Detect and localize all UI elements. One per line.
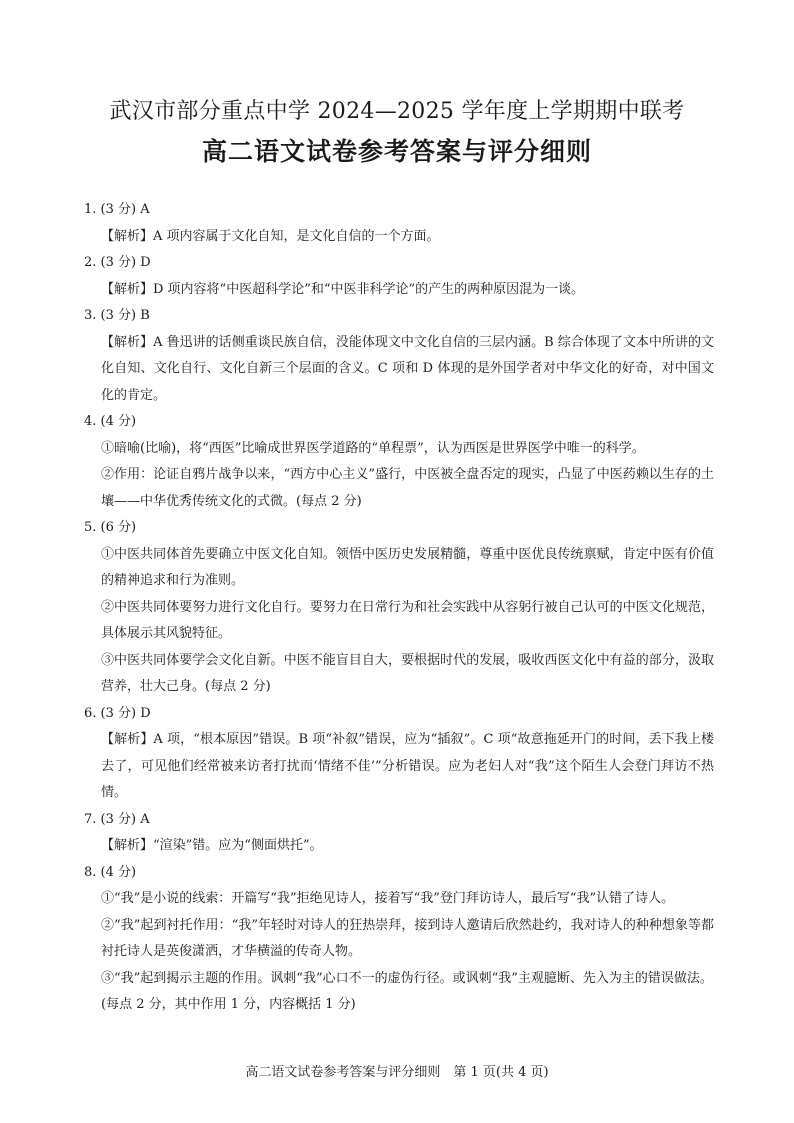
answer-point: ①中医共同体首先要确立中医文化自知。领悟中医历史发展精髓，尊重中医优良传统禀赋，肯定中医有价值的精神追求和行为准则。 <box>101 546 714 588</box>
question-5 <box>84 515 714 701</box>
page-footer: 高二语文试卷参考答案与评分细则 第 1 页(共 4 页) <box>245 1065 549 1080</box>
question-1 <box>84 197 714 250</box>
scoring-note: (每点 2 分，其中作用 1 分，内容概括 1 分) <box>101 997 356 1012</box>
question-header: 5. (6 分) <box>84 520 137 535</box>
question-header: 8. (4 分) <box>84 864 137 880</box>
question-header: 2. (3 分) D <box>84 255 151 270</box>
answer-point: ②中医共同体要努力进行文化自行。要努力在日常行为和社会实践中从容躬行被自己认可的中医文化规范，具体展示其风貌特征。 <box>101 599 714 641</box>
answer-point: ①暗喻(比喻)，将“西医”比喻成世界医学道路的“单程票”，认为西医是世界医学中唯一的科学。 <box>101 440 645 456</box>
analysis-text: 【解析】D 项内容将“中医超科学论”和“中医非科学论”的产生的两种原因混为一谈。 <box>101 281 585 297</box>
question-header: 3. (3 分) B <box>84 308 150 323</box>
analysis-text: 【解析】A 项内容属于文化自知，是文化自信的一个方面。 <box>101 228 440 244</box>
exam-title: 武汉市部分重点中学 2024—2025 学年度上学期期中联考 <box>109 99 685 124</box>
answer-point: ②作用：论证自鸦片战争以来，“西方中心主义”盛行，中医被全盘否定的现实，凸显了中医药赖以生存的土壤——中华优秀传统文化的式微。(每点 2 分) <box>101 467 714 509</box>
question-4 <box>84 409 714 515</box>
question-3 <box>84 303 714 409</box>
question-6 <box>84 701 714 807</box>
answer-point: ②“我”起到衬托作用：“我”年轻时对诗人的狂热崇拜，接到诗人邀请后欣然赴约，我对诗人的种种想象等都衬托诗人是英俊潇洒，才华横溢的传奇人物。 <box>101 917 714 959</box>
question-header: 4. (4 分) <box>84 414 137 429</box>
analysis-text: 【解析】A 鲁迅讲的话侧重谈民族自信，没能体现文中文化自信的三层内涵。B 综合体现了文本中所讲的文化自知、文化自行、文化自新三个层面的含义。C 项和 D 体现的是外国学者对中华文化的好奇，对中国文化的肯定。 <box>101 334 714 403</box>
question-2 <box>84 250 714 303</box>
question-header: 6. (3 分) D <box>84 705 151 721</box>
answer-point: ①“我”是小说的线索：开篇写“我”拒绝见诗人，接着写“我”登门拜访诗人，最后写“我”认错了诗人。 <box>101 891 675 906</box>
analysis-text: 【解析】A 项，“根本原因”错误。B 项“补叙”错误，应为“插叙”。C 项“故意拖延开门的时间，丢下我上楼去了，可见他们经常被来访者打扰而‘情绪不佳’”分析错误。应为老妇人对“我”这个陌生人会登门拜访不热情。 <box>101 732 714 800</box>
question-7 <box>84 807 714 860</box>
answer-list <box>84 197 714 1019</box>
analysis-text: 【解析】“渲染”错。应为“侧面烘托”。 <box>101 838 323 853</box>
question-header: 7. (3 分) A <box>84 811 150 827</box>
question-8 <box>84 860 714 1019</box>
answer-point: ③“我”起到揭示主题的作用。讽刺“我”心口不一的虚伪行径。或讽刺“我”主观臆断、先入为主的错误做法。 <box>101 970 713 986</box>
answer-point: ③中医共同体要学会文化自新。中医不能盲目自大，要根据时代的发展，吸收西医文化中有益的部分，汲取营养，壮大己身。(每点 2 分) <box>101 652 714 694</box>
question-header: 1. (3 分) A <box>84 202 150 217</box>
document-title: 高二语文试卷参考答案与评分细则 <box>201 137 592 166</box>
